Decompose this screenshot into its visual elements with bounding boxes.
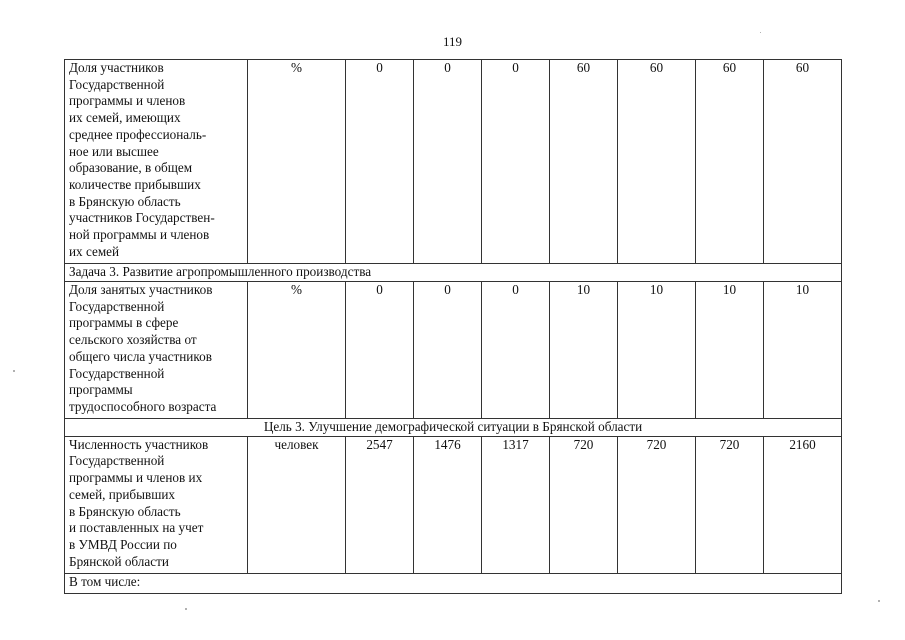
description-line: среднее профессиональ- bbox=[69, 126, 207, 142]
unit-cell: человек bbox=[248, 436, 346, 573]
value-cell: 10 bbox=[696, 282, 764, 419]
description-line: Государственной bbox=[69, 453, 165, 469]
description-line: программы и членов их bbox=[69, 470, 203, 486]
value-cell: 60 bbox=[550, 60, 618, 264]
goal-heading: Цель 3. Улучшение демографической ситуации в Брянской области bbox=[65, 419, 842, 437]
value-cell: 60 bbox=[618, 60, 696, 264]
value-cell: 0 bbox=[414, 60, 482, 264]
description-line: ное или высшее bbox=[69, 143, 159, 159]
indicator-description bbox=[65, 282, 248, 419]
description-line: трудоспособного возраста bbox=[69, 398, 217, 414]
scan-speck bbox=[13, 370, 15, 372]
value-cell: 10 bbox=[618, 282, 696, 419]
indicator-description bbox=[65, 60, 248, 264]
value-cell: 0 bbox=[482, 60, 550, 264]
unit-cell: % bbox=[248, 282, 346, 419]
description-line: общего числа участников bbox=[69, 348, 212, 364]
table-row bbox=[65, 282, 842, 419]
goal-row bbox=[65, 419, 842, 437]
indicators-table bbox=[64, 59, 842, 594]
value-cell: 2547 bbox=[346, 436, 414, 573]
subtitle-row bbox=[65, 573, 842, 593]
description-line: Государственной bbox=[69, 76, 165, 92]
indicator-description bbox=[65, 436, 248, 573]
value-cell: 720 bbox=[696, 436, 764, 573]
description-line: Брянской области bbox=[69, 553, 169, 569]
description-line: количестве прибывших bbox=[69, 176, 201, 192]
value-cell: 1476 bbox=[414, 436, 482, 573]
description-line: в УМВД России по bbox=[69, 536, 177, 552]
description-line: в Брянскую область bbox=[69, 503, 181, 519]
table-row bbox=[65, 436, 842, 573]
value-cell: 1317 bbox=[482, 436, 550, 573]
value-cell: 0 bbox=[346, 282, 414, 419]
value-cell: 10 bbox=[550, 282, 618, 419]
description-line: сельского хозяйства от bbox=[69, 332, 197, 348]
description-line: семей, прибывших bbox=[69, 486, 176, 502]
value-cell: 0 bbox=[346, 60, 414, 264]
description-line: образование, в общем bbox=[69, 160, 193, 176]
value-cell: 60 bbox=[696, 60, 764, 264]
task-row bbox=[65, 264, 842, 282]
scan-speck bbox=[760, 32, 761, 33]
page-number: 119 bbox=[442, 34, 463, 49]
value-cell: 720 bbox=[550, 436, 618, 573]
value-cell: 0 bbox=[414, 282, 482, 419]
task-heading: Задача 3. Развитие агропромышленного производства bbox=[65, 264, 842, 282]
value-cell: 60 bbox=[764, 60, 842, 264]
description-line: Численность участников bbox=[69, 436, 209, 452]
value-cell: 2160 bbox=[764, 436, 842, 573]
value-cell: 720 bbox=[618, 436, 696, 573]
scan-speck bbox=[185, 608, 187, 610]
description-line: Доля занятых участников bbox=[69, 282, 213, 297]
description-line: программы и членов bbox=[69, 93, 186, 109]
description-line: Государственной bbox=[69, 298, 165, 314]
description-line: участников Государствен- bbox=[69, 210, 215, 226]
description-line: Государственной bbox=[69, 365, 165, 381]
description-line: в Брянскую область bbox=[69, 193, 181, 209]
unit-cell: % bbox=[248, 60, 346, 264]
table-row bbox=[65, 60, 842, 264]
description-line: и поставленных на учет bbox=[69, 520, 204, 536]
value-cell: 0 bbox=[482, 282, 550, 419]
description-line: их семей, имеющих bbox=[69, 110, 181, 126]
value-cell: 10 bbox=[764, 282, 842, 419]
description-line: их семей bbox=[69, 243, 120, 259]
subtitle-heading: В том числе: bbox=[65, 573, 842, 593]
description-line: ной программы и членов bbox=[69, 227, 210, 243]
description-line: программы в сфере bbox=[69, 315, 179, 331]
scan-speck bbox=[878, 600, 880, 602]
description-line: Доля участников bbox=[69, 60, 164, 75]
description-line: программы bbox=[69, 382, 133, 398]
